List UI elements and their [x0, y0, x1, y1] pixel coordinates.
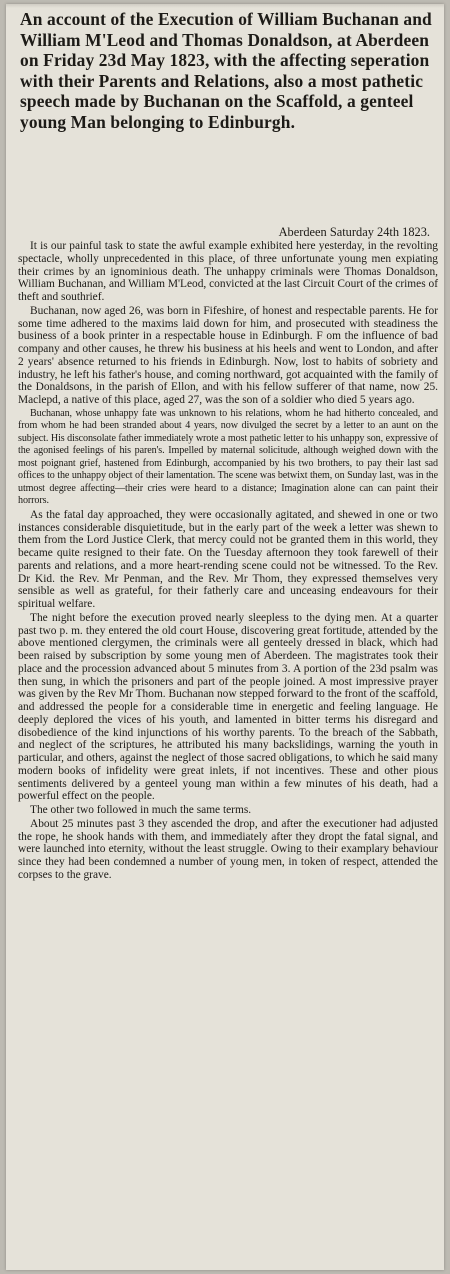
paragraph-fatal-day: As the fatal day approached, they were occasionally agitated, and shewed in one or two instances considerable disquietitude, but in the early part of the week a letter was shewn to them from the Lord Justice Clerk, that mercy could not be granted them in this world, they became quite resigned to their fate. On the Tuesday afternoon they took farewell of their parents and relations, and a more heart-rending scene could not be witnessed. To the Rev. Dr Kid. the Rev. Mr Penman, and the Rev. Mr Thom, they expressed themselves very sensible as well as grateful, for their fatherly care and unceasing endeavours for their spiritual welfare. — [18, 508, 438, 610]
paragraph-buchanan-background: Buchanan, now aged 26, was born in Fifeshire, of honest and respectable parents. He for some time adhered to the maxims laid down for him, and prosecuted with steadiness the business of a book printer in a respectable house in Edinburgh. F om the influence of bad company and other causes, he threw his business at his heels and went to London, and after 2 years' absence returned to his friends in Edinburgh. Now, lost to habits of sobriety and industry, he left his father's house, and coming northward, got acquainted with the family of the Donaldsons, in the parish of Ellon, and with his fellow sufferer of that name, now 25. Maclepd, a native of this place, aged 27, was the son of a soldier who died 5 years ago. — [18, 304, 438, 406]
dateline: Aberdeen Saturday 24th 1823. — [278, 225, 430, 239]
paragraph-relations: Buchanan, whose unhappy fate was unknown to his relations, whom he had hitherto concealed, and from whom he had been stranded about 4 years, now divulged the secret by a letter to an aunt on the subject. His disconsolate father immediately wrote a most pathetic letter to his unhappy son, expressive of the agonised feelings of his paren's. Impelled by maternal solicitude, although weighed down with the most poignant grief, hastened from Edinburgh, accompanied by his two brothers, to pay their last sad offices to the unhappy object of their lamentation. The scene was betwixt them, on Sunday last, was in the utmost degree affecting—their cries were heard to a distance; Imagination alone can can paint their horrors. — [18, 407, 438, 507]
paper-edge — [6, 4, 444, 8]
paragraph-drop: About 25 minutes past 3 they ascended the drop, and after the executioner had adjusted the rope, he shook hands with them, and immediately after they dropt the fatal signal, and were launched into eternity, without the least struggle. Owing to their examplary behaviour since they had been condemned a number of young men, in token of respect, attended the corpses to the grave. — [18, 817, 438, 881]
article-body — [18, 240, 438, 883]
paragraph-execution-morning: The night before the execution proved nearly sleepless to the dying men. At a quarter past two p. m. they entered the old court House, discovering great fortitude, attended by the above mentioned clergymen, the criminals were all genteely dressed in black, which had been raised by subscription by some young men of Aberdeen. The magistrates took their place and the procession advanced about 5 minutes from 3. A portion of the 23d psalm was then sung, in which the prisoners and part of the people joined. A most impressive prayer was given by the Rev Mr Thom. Buchanan now stepped forward to the front of the scaffold, and addressed the people for a considerable time in energetic and feeling language. He deeply deplored the vices of his youth, and lamented in bitter terms his disregard and disobedience of the kind injunctions of his worthy parents. To the breach of the Sabbath, and neglect of the scriptures, he attributed his many backslidings, warning the youth in particular, and others, against the neglect of those sacred obligations, to which he said many modern books of infidelity were great inlets, if not incentives. These and other pious sentiments delivered by a genteel young man within a few minutes of his death, had a powerful effect on the people. — [18, 611, 438, 803]
broadside-sheet — [6, 4, 444, 1270]
paragraph-others: The other two followed in much the same terms. — [30, 804, 252, 816]
paragraph-opening: It is our painful task to state the awful example exhibited here yesterday, in the revolting spectacle, wholly unprecedented in this place, of three unfortunate young men expiating their crimes by an ignominious death. The unhappy criminals were Thomas Donaldson, William Buchanan, and William M'Leod, convicted at the last Circuit Court of the crimes of theft and southrief. — [18, 240, 438, 303]
broadside-title: An account of the Execution of William Buchanan and William M'Leod and Thomas Donaldson, at Aberdeen on Friday 23d May 1823, with the affecting seperation with their Parents and Relations, also a most pathetic speech made by Buchanan on the Scaffold, a genteel young Man belonging to Edinburgh. — [20, 9, 432, 132]
